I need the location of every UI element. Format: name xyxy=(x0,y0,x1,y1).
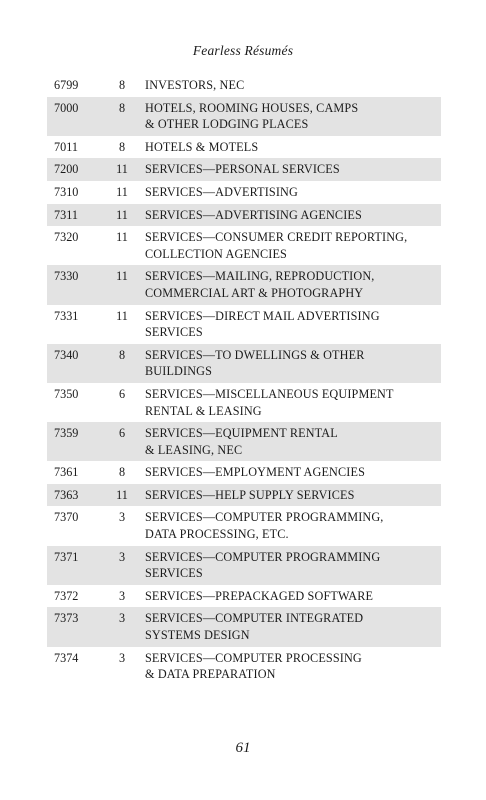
description-line: SERVICES—TO DWELLINGS & OTHER xyxy=(145,347,365,362)
industry-description-cell xyxy=(145,265,441,304)
industry-description-cell xyxy=(145,97,441,136)
industry-description-cell xyxy=(145,546,441,585)
description-line: HOTELS, ROOMING HOUSES, CAMPS xyxy=(145,100,359,115)
industry-description-cell xyxy=(145,158,441,181)
description-line: SERVICES—ADVERTISING AGENCIES xyxy=(145,207,362,222)
sic-code-cell: 7200 xyxy=(47,158,99,181)
description-line: SERVICES—ADVERTISING xyxy=(145,184,298,199)
sic-code-cell: 7331 xyxy=(54,308,79,323)
industry-description-cell xyxy=(145,136,441,159)
sic-code-cell: 7320 xyxy=(54,230,79,245)
table-row xyxy=(47,344,441,383)
sic-code-cell: 7373 xyxy=(47,607,99,646)
sic-code-cell: 7370 xyxy=(54,510,79,525)
description-line: SERVICES—COMPUTER PROCESSING xyxy=(145,650,362,665)
description-line: SERVICES—EQUIPMENT RENTAL xyxy=(145,426,338,441)
category-number-cell: 11 xyxy=(99,158,145,181)
table-row xyxy=(47,647,441,686)
table-row xyxy=(47,305,441,344)
category-number-cell: 6 xyxy=(118,386,126,401)
category-number-cell: 8 xyxy=(118,139,126,154)
industry-description-cell xyxy=(145,585,441,608)
description-line: SERVICES—COMPUTER PROGRAMMING, xyxy=(145,510,384,525)
category-number-cell: 11 xyxy=(116,230,128,245)
category-number-cell: 11 xyxy=(99,484,145,507)
description-line: BUILDINGS xyxy=(145,364,213,379)
description-line: DATA PROCESSING, ETC. xyxy=(145,527,289,542)
category-number-cell: 6 xyxy=(99,422,145,461)
category-number-cell: 3 xyxy=(99,546,145,585)
description-line: SERVICES—COMPUTER INTEGRATED xyxy=(145,611,364,626)
table-row xyxy=(47,484,441,507)
description-line: SERVICES—PERSONAL SERVICES xyxy=(145,162,340,177)
table-row xyxy=(47,546,441,585)
category-number-cell: 11 xyxy=(116,308,128,323)
table-row xyxy=(47,383,441,422)
category-number-cell: 3 xyxy=(118,588,126,603)
table-row xyxy=(47,422,441,461)
sic-code-cell: 7363 xyxy=(47,484,99,507)
description-line: SERVICES—PREPACKAGED SOFTWARE xyxy=(145,588,374,603)
table-row xyxy=(47,204,441,227)
table-row xyxy=(47,181,441,204)
description-line: SERVICES xyxy=(145,566,203,581)
table-row xyxy=(47,461,441,484)
table-row xyxy=(47,506,441,545)
industry-description-cell xyxy=(145,74,441,97)
description-line: HOTELS & MOTELS xyxy=(145,139,259,154)
industry-description-cell xyxy=(145,506,441,545)
sic-code-cell: 7350 xyxy=(54,386,79,401)
industry-description-cell xyxy=(145,344,441,383)
sic-code-cell: 7340 xyxy=(47,344,99,383)
industry-description-cell xyxy=(145,484,441,507)
description-line: SERVICES—COMPUTER PROGRAMMING xyxy=(145,549,381,564)
table-row xyxy=(47,158,441,181)
industry-description-cell xyxy=(145,181,441,204)
description-line: SERVICES—MAILING, REPRODUCTION, xyxy=(145,269,375,284)
industry-description-cell xyxy=(145,204,441,227)
page-number: 61 xyxy=(235,740,251,756)
industry-description-cell xyxy=(145,383,441,422)
sic-code-table-body xyxy=(47,74,441,686)
category-number-cell: 11 xyxy=(99,204,145,227)
description-line: & OTHER LODGING PLACES xyxy=(145,117,309,132)
sic-code-cell: 7359 xyxy=(47,422,99,461)
sic-code-cell: 7310 xyxy=(54,184,79,199)
description-line: COLLECTION AGENCIES xyxy=(145,246,287,261)
sic-code-cell: 6799 xyxy=(54,78,79,92)
description-line: & LEASING, NEC xyxy=(145,442,243,457)
category-number-cell: 8 xyxy=(118,78,126,92)
running-head: Fearless Résumés xyxy=(192,43,294,58)
sic-code-table xyxy=(47,74,441,686)
category-number-cell: 11 xyxy=(116,184,128,199)
sic-code-cell: 7330 xyxy=(47,265,99,304)
description-line: SERVICES xyxy=(145,325,203,340)
description-line: INVESTORS, NEC xyxy=(145,78,245,92)
industry-description-cell xyxy=(145,226,441,265)
table-row xyxy=(47,607,441,646)
description-line: SERVICES—HELP SUPPLY SERVICES xyxy=(145,487,355,502)
category-number-cell: 8 xyxy=(99,97,145,136)
category-number-cell: 8 xyxy=(99,344,145,383)
table-row xyxy=(47,136,441,159)
sic-code-cell: 7374 xyxy=(54,650,79,665)
table-row xyxy=(47,74,441,97)
category-number-cell: 11 xyxy=(99,265,145,304)
industry-description-cell xyxy=(145,305,441,344)
sic-code-cell: 7011 xyxy=(54,139,78,154)
category-number-cell: 3 xyxy=(118,650,126,665)
industry-description-cell xyxy=(145,607,441,646)
table-row xyxy=(47,97,441,136)
description-line: RENTAL & LEASING xyxy=(145,403,262,418)
description-line: SERVICES—CONSUMER CREDIT REPORTING, xyxy=(145,230,408,245)
description-line: SERVICES—EMPLOYMENT AGENCIES xyxy=(145,465,366,480)
table-row xyxy=(47,265,441,304)
description-line: COMMERCIAL ART & PHOTOGRAPHY xyxy=(145,285,364,300)
category-number-cell: 8 xyxy=(118,465,126,480)
description-line: & DATA PREPARATION xyxy=(145,667,276,682)
industry-description-cell xyxy=(145,647,441,686)
description-line: SERVICES—MISCELLANEOUS EQUIPMENT xyxy=(145,386,394,401)
table-row xyxy=(47,585,441,608)
description-line: SYSTEMS DESIGN xyxy=(145,628,250,643)
sic-code-cell: 7000 xyxy=(47,97,99,136)
sic-code-cell: 7311 xyxy=(47,204,99,227)
description-line: SERVICES—DIRECT MAIL ADVERTISING xyxy=(145,308,380,323)
category-number-cell: 3 xyxy=(118,510,126,525)
category-number-cell: 3 xyxy=(99,607,145,646)
sic-code-cell: 7371 xyxy=(47,546,99,585)
sic-code-cell: 7372 xyxy=(54,588,79,603)
sic-code-cell: 7361 xyxy=(54,465,79,480)
industry-description-cell xyxy=(145,461,441,484)
table-row xyxy=(47,226,441,265)
industry-description-cell xyxy=(145,422,441,461)
